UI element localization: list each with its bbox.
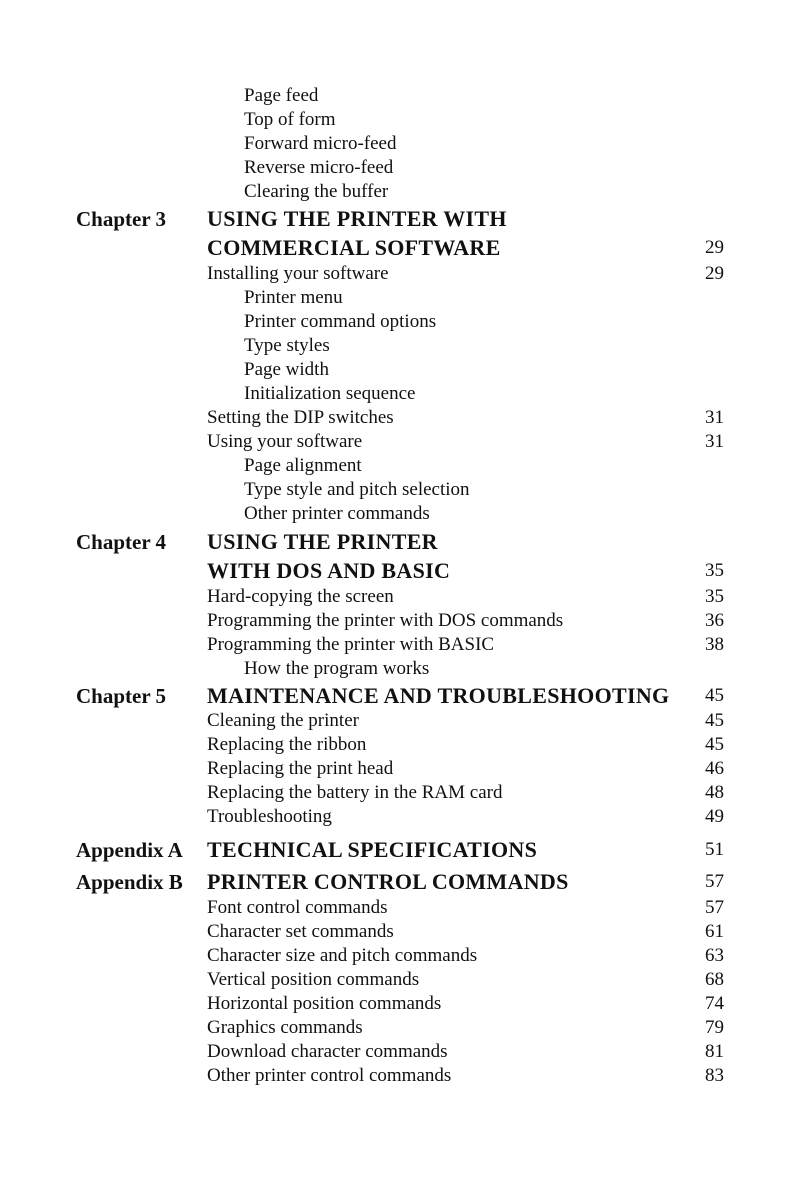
page-number: 79 — [705, 1017, 724, 1038]
toc-subentry-title: Other printer commands — [244, 503, 430, 524]
section-heading: PRINTER CONTROL COMMANDS — [207, 869, 569, 894]
page-number: 81 — [705, 1041, 724, 1062]
section-heading: MAINTENANCE AND TROUBLESHOOTING — [207, 683, 670, 708]
toc-entry-title: Vertical position commands — [207, 969, 420, 990]
toc-entry-title: Graphics commands — [207, 1017, 363, 1038]
page-number: 31 — [705, 431, 724, 452]
toc-entry-title: Installing your software — [207, 263, 389, 284]
toc-entry-title: Using your software — [207, 431, 363, 452]
toc-entry-title: Character size and pitch commands — [207, 945, 478, 966]
page-number: 48 — [705, 782, 724, 803]
page-number: 51 — [705, 839, 724, 860]
toc-subentry-title: Page width — [244, 359, 329, 380]
page-number: 35 — [705, 560, 724, 581]
toc-entry-title: Hard-copying the screen — [207, 586, 394, 607]
toc-entry-title: Other printer control commands — [207, 1065, 452, 1086]
chapter-label: Chapter 5 — [76, 684, 167, 708]
toc-entry-title: Programming the printer with DOS commands — [207, 610, 564, 631]
toc-subentry-title: Printer menu — [244, 287, 343, 308]
toc-entry-title: Setting the DIP switches — [207, 407, 394, 428]
toc-entry-title: Replacing the ribbon — [207, 734, 367, 755]
page-number: 61 — [705, 921, 724, 942]
toc-subentry-title: Initialization sequence — [244, 383, 416, 404]
toc-entry-title: Character set commands — [207, 921, 394, 942]
page-number: 29 — [705, 263, 724, 284]
toc-subentry-title: Type style and pitch selection — [244, 479, 470, 500]
section-heading: TECHNICAL SPECIFICATIONS — [207, 837, 538, 862]
page-number: 45 — [705, 685, 724, 706]
chapter-label: Appendix B — [76, 870, 183, 894]
section-heading: USING THE PRINTER — [207, 529, 438, 554]
toc-subentry-title: Forward micro-feed — [244, 133, 397, 154]
toc-entry-title: Horizontal position commands — [207, 993, 442, 1014]
toc-subentry-title: Type styles — [244, 335, 330, 356]
page-number: 38 — [705, 634, 724, 655]
toc-subentry-title: Page feed — [244, 85, 319, 106]
page-number: 68 — [705, 969, 724, 990]
toc-entry-title: Replacing the print head — [207, 758, 394, 779]
page-number: 45 — [705, 734, 724, 755]
page-number: 57 — [705, 871, 724, 892]
page-number: 46 — [705, 758, 724, 779]
toc-subentry-title: How the program works — [244, 658, 430, 679]
toc-entry-title: Download character commands — [207, 1041, 448, 1062]
page-number: 29 — [705, 237, 724, 258]
page-number: 74 — [705, 993, 724, 1014]
toc-subentry-title: Page alignment — [244, 455, 362, 476]
toc-subentry-title: Reverse micro-feed — [244, 157, 394, 178]
section-heading: USING THE PRINTER WITH — [207, 206, 507, 231]
page-number: 49 — [705, 806, 724, 827]
page-number: 83 — [705, 1065, 724, 1086]
toc-entry-title: Cleaning the printer — [207, 710, 359, 731]
toc-entry-title: Programming the printer with BASIC — [207, 634, 495, 655]
page-number: 57 — [705, 897, 724, 918]
section-heading: COMMERCIAL SOFTWARE — [207, 235, 501, 260]
toc-subentry-title: Clearing the buffer — [244, 181, 389, 202]
page-number: 63 — [705, 945, 724, 966]
page-number: 45 — [705, 710, 724, 731]
chapter-label: Appendix A — [76, 838, 183, 862]
toc-entry-title: Font control commands — [207, 897, 388, 918]
toc-subentry-title: Printer command options — [244, 311, 437, 332]
toc-subentry-title: Top of form — [244, 109, 336, 130]
page-number: 35 — [705, 586, 724, 607]
toc-entry-title: Replacing the battery in the RAM card — [207, 782, 503, 803]
chapter-label: Chapter 4 — [76, 530, 167, 554]
section-heading: WITH DOS AND BASIC — [207, 558, 451, 583]
chapter-label: Chapter 3 — [76, 207, 167, 231]
page-number: 36 — [705, 610, 724, 631]
page-number: 31 — [705, 407, 724, 428]
toc-entry-title: Troubleshooting — [207, 806, 332, 827]
